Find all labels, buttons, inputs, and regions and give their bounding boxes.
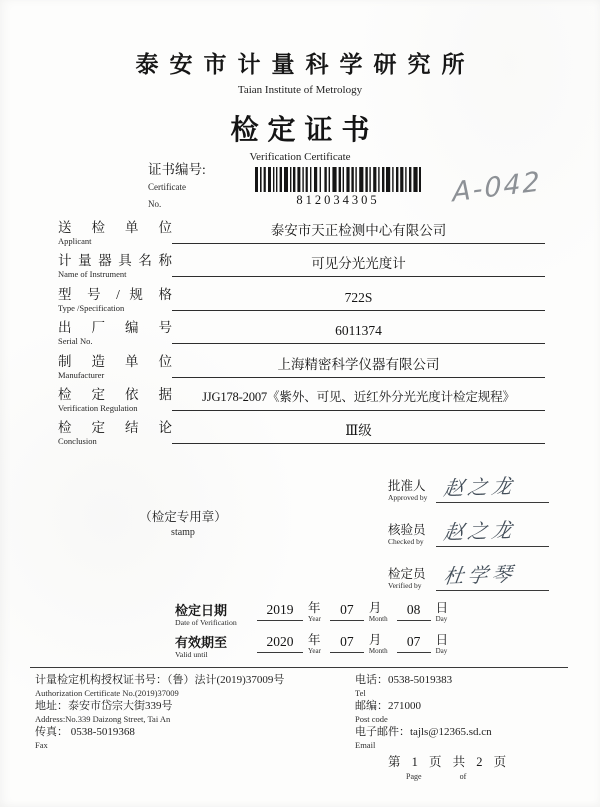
field-row-serial-no (58, 319, 545, 352)
footer-text-cn: 邮编：271000 (355, 700, 421, 712)
stamp-note-cn: （检定专用章） (139, 510, 227, 524)
certificate-no-label-en1: Certificate (148, 182, 186, 192)
field-row-type-spec (58, 286, 545, 319)
signature-row-approved (388, 470, 549, 514)
field-label-cn: 检 定 依 据 (58, 386, 172, 402)
footer-text-cn: 电话：0538-5019383 (355, 674, 453, 686)
handwritten-signature: 赵之龙 (442, 473, 518, 501)
field-label-cn: 制 造 单 位 (58, 353, 172, 369)
signature-line (436, 470, 549, 503)
stamp-note-en: stamp (171, 527, 195, 538)
handwritten-signature: 赵之龙 (442, 517, 518, 545)
certificate-no-label-en2: No. (148, 199, 162, 209)
month-unit-en: Month (368, 615, 388, 623)
day-unit-en: Day (435, 615, 448, 623)
authorization-cert-entry (35, 674, 347, 698)
month-unit-cn: 月 (368, 601, 382, 615)
handwritten-signature: 杜学琴 (442, 561, 518, 589)
page-indicator-en-page: Page (406, 772, 422, 781)
field-row-instrument-name (58, 252, 545, 285)
org-title-cn: 泰安市计量科学研究所 (135, 52, 476, 77)
field-value: 可见分光光度计 (172, 253, 545, 277)
field-row-regulation (58, 386, 545, 419)
footer-divider (30, 667, 568, 668)
footer-text-en: Fax (35, 739, 48, 750)
date-label-cn: 检定日期 (175, 603, 228, 618)
field-value: Ⅲ级 (172, 420, 545, 444)
date-month-value: 07 (330, 601, 364, 621)
date-label-en: Date of Verification (175, 618, 237, 627)
field-label-en: Manufacturer (58, 369, 105, 380)
footer-text-en: Post code (355, 713, 388, 724)
year-unit-en: Year (308, 615, 321, 623)
page-indicator-cn: 第 1 页 共 2 页 (388, 755, 511, 769)
field-label-cn: 检 定 结 论 (58, 420, 172, 436)
page-indicator-en-of: of (459, 772, 467, 781)
day-unit-en: Day (435, 647, 448, 655)
date-block (175, 601, 555, 665)
footer-text-cn: 传真： 0538-5019368 (35, 726, 135, 738)
field-label-cn: 型 号 / 规 格 (58, 286, 172, 302)
sig-label-cn: 批准人 (388, 479, 426, 493)
day-unit-cn: 日 (435, 633, 449, 647)
year-unit-en: Year (308, 647, 321, 655)
stamp-note (133, 507, 233, 538)
sig-label-cn: 核验员 (388, 523, 426, 537)
field-value: 上海精密科学仪器有限公司 (172, 354, 545, 378)
date-year-value: 2019 (257, 601, 303, 621)
footer-text-en: Authorization Certificate No.(2019)37009 (35, 687, 179, 698)
footer-text-cn: 计量检定机构授权证书号：（鲁）法计(2019)37009号 (35, 674, 285, 686)
sig-label-en: Approved by (388, 493, 428, 502)
field-value: 6011374 (172, 320, 545, 344)
year-unit-cn: 年 (308, 633, 321, 647)
field-label-cn: 计 量 器 具 名 称 (58, 253, 172, 269)
email-entry (355, 726, 575, 750)
doc-title-en: Verification Certificate (249, 151, 351, 163)
field-row-applicant (58, 219, 545, 252)
postcode-entry (355, 700, 575, 724)
footer-text-en: Address:No.339 Daizong Street, Tai An (35, 713, 171, 724)
org-title-en: Taian Institute of Metrology (237, 84, 363, 96)
date-day-value: 08 (397, 601, 431, 621)
address-entry (35, 700, 347, 724)
field-value: 泰安市天正检测中心有限公司 (172, 220, 545, 244)
date-row-verification (175, 601, 555, 633)
footer-text-en: Tel (355, 687, 366, 698)
barcode-icon (255, 167, 421, 192)
sig-label-en: Checked by (388, 537, 424, 546)
signature-line (436, 558, 549, 591)
fax-entry (35, 726, 347, 750)
footer-left-column (35, 674, 347, 752)
date-row-valid-until (175, 633, 555, 665)
field-table (58, 219, 545, 453)
certificate-no-label-cn: 证书编号: (148, 162, 206, 177)
field-label-en: Conclusion (58, 436, 97, 447)
footer-text-en: Email (355, 739, 376, 750)
sig-label-en: Verified by (388, 581, 422, 590)
signature-line (436, 514, 549, 547)
field-label-en: Applicant (58, 236, 92, 246)
field-row-conclusion (58, 419, 545, 452)
field-label-en: Name of Instrument (58, 269, 127, 280)
footer-text-cn: 地址：泰安市岱宗大街339号 (35, 700, 173, 712)
field-label-en: Verification Regulation (58, 402, 138, 413)
certificate-number: 812034305 (296, 193, 380, 207)
signature-row-checked (388, 514, 549, 558)
sig-label-cn: 检定员 (388, 567, 426, 581)
day-unit-cn: 日 (435, 601, 449, 615)
signature-block (388, 470, 549, 602)
field-label-cn: 出 厂 编 号 (58, 320, 172, 336)
date-month-value: 07 (330, 633, 364, 653)
footer-right-column (355, 674, 575, 752)
date-label-cn: 有效期至 (175, 635, 228, 650)
field-value: JJG178-2007《紫外、可见、近红外分光光度计检定规程》 (172, 387, 545, 411)
field-label-en: Type /Specification (58, 302, 125, 313)
barcode-block (254, 167, 422, 208)
date-label-en: Valid until (175, 650, 208, 659)
doc-title-cn: 检定证书 (230, 115, 379, 146)
date-year-value: 2020 (257, 633, 303, 653)
footer-text-cn: 电子邮件：tajls@12365.sd.cn (355, 726, 492, 738)
handwritten-mark: A-042 (452, 166, 542, 209)
field-row-manufacturer (58, 353, 545, 386)
year-unit-cn: 年 (308, 601, 321, 615)
signature-row-verified (388, 558, 549, 602)
certificate-no-label (148, 158, 206, 209)
field-label-en: Serial No. (58, 336, 93, 347)
page-indicator (388, 752, 558, 781)
month-unit-en: Month (368, 647, 388, 655)
header (0, 46, 600, 163)
month-unit-cn: 月 (368, 633, 382, 647)
field-value: 722S (172, 287, 545, 311)
tel-entry (355, 674, 575, 698)
date-day-value: 07 (397, 633, 431, 653)
field-label-cn: 送 检 单 位 (58, 220, 172, 235)
